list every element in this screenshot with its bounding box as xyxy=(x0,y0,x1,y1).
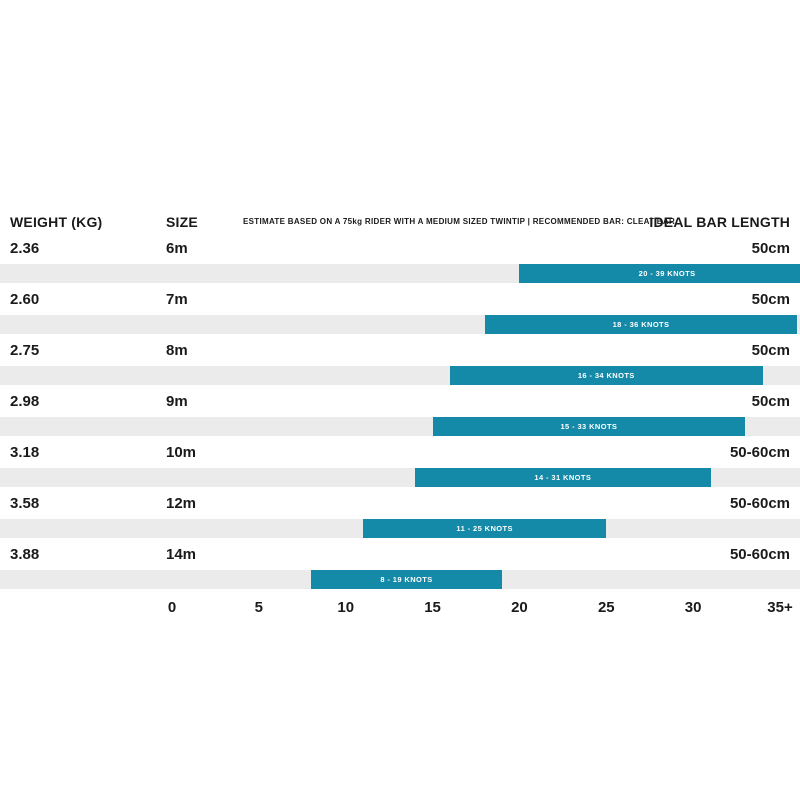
x-axis-tick: 20 xyxy=(511,599,528,616)
column-header-ideal-bar-length: IDEAL BAR LENGTH xyxy=(649,214,790,230)
cell-size: 6m xyxy=(166,240,188,257)
wind-range-bar: 18 - 36 KNOTS xyxy=(485,315,798,334)
table-row xyxy=(0,340,800,391)
cell-bar-length: 50-60cm xyxy=(729,546,790,563)
cell-size: 7m xyxy=(166,291,188,308)
cell-size: 14m xyxy=(166,546,197,563)
x-axis-tick: 0 xyxy=(167,599,177,616)
row-labels xyxy=(0,493,800,516)
table-row xyxy=(0,289,800,340)
wind-range-bar: 14 - 31 KNOTS xyxy=(415,468,710,487)
cell-weight: 2.75 xyxy=(10,342,40,359)
chart-area xyxy=(0,210,800,627)
table-row xyxy=(0,238,800,289)
wind-range-bar: 11 - 25 KNOTS xyxy=(363,519,606,538)
bar-track xyxy=(0,570,800,589)
x-axis-tick: 10 xyxy=(337,599,355,616)
bar-track xyxy=(0,519,800,538)
bar-track xyxy=(0,264,800,283)
cell-weight: 3.58 xyxy=(10,495,40,512)
cell-weight: 3.18 xyxy=(10,444,40,461)
row-labels xyxy=(0,544,800,567)
chart-note: ESTIMATE BASED ON A 75kg RIDER WITH A MEDIUM SIZED TWINTIP | RECOMMENDED BAR: CLEAT BAR xyxy=(243,217,676,226)
cell-weight: 2.36 xyxy=(10,240,40,257)
cell-bar-length: 50cm xyxy=(751,240,790,257)
cell-weight: 2.98 xyxy=(10,393,40,410)
wind-range-bar: 15 - 33 KNOTS xyxy=(433,417,746,436)
bar-track xyxy=(0,366,800,385)
cell-size: 10m xyxy=(166,444,197,461)
table-row xyxy=(0,442,800,493)
chart-header xyxy=(0,210,800,238)
row-labels xyxy=(0,340,800,363)
row-labels xyxy=(0,391,800,414)
cell-size: 9m xyxy=(166,393,188,410)
wind-range-bar: 16 - 34 KNOTS xyxy=(450,366,763,385)
cell-bar-length: 50-60cm xyxy=(729,444,790,461)
cell-bar-length: 50cm xyxy=(751,291,790,308)
x-axis xyxy=(0,599,800,627)
x-axis-tick: 5 xyxy=(254,599,264,616)
column-header-size: SIZE xyxy=(166,214,198,230)
cell-bar-length: 50cm xyxy=(751,393,790,410)
cell-weight: 3.88 xyxy=(10,546,40,563)
table-row xyxy=(0,493,800,544)
wind-range-bar: 20 - 39 KNOTS xyxy=(519,264,800,283)
cell-bar-length: 50-60cm xyxy=(729,495,790,512)
x-axis-tick: 35+ xyxy=(767,599,793,616)
row-labels xyxy=(0,442,800,465)
table-row xyxy=(0,544,800,595)
x-axis-tick: 25 xyxy=(597,599,615,616)
table-row xyxy=(0,391,800,442)
cell-bar-length: 50cm xyxy=(751,342,790,359)
column-header-weight: WEIGHT (KG) xyxy=(10,214,103,230)
x-axis-tick: 15 xyxy=(424,599,441,616)
row-labels xyxy=(0,238,800,261)
bar-track xyxy=(0,417,800,436)
row-labels xyxy=(0,289,800,312)
wind-range-bar: 8 - 19 KNOTS xyxy=(311,570,502,589)
cell-size: 12m xyxy=(166,495,197,512)
cell-weight: 2.60 xyxy=(10,291,40,308)
x-axis-tick: 30 xyxy=(684,599,702,616)
bar-track xyxy=(0,468,800,487)
chart-rows xyxy=(0,238,800,595)
cell-size: 8m xyxy=(166,342,188,359)
bar-track xyxy=(0,315,800,334)
